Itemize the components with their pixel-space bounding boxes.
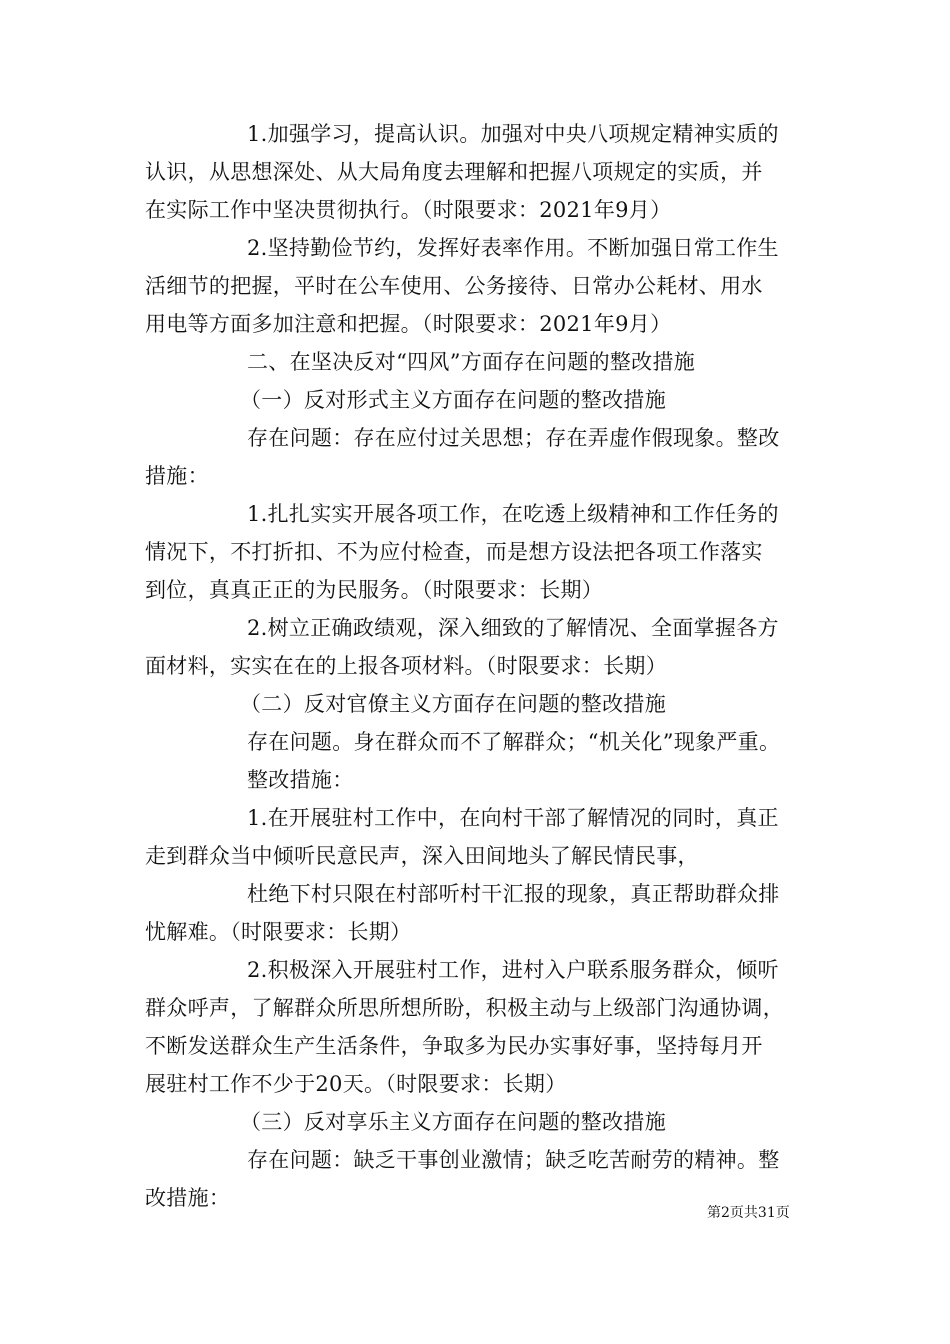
text-line: 走到群众当中倾听民意民声，深入田间地头了解民情民事， — [145, 844, 699, 868]
text-line: 存在问题。身在群众而不了解群众；“机关化”现象严重。 — [247, 730, 781, 754]
text-line: 存在问题：存在应付过关思想；存在弄虚作假现象。整改 — [247, 426, 780, 450]
text-line: 杜绝下村只限在村部听村干汇报的现象，真正帮助群众排 — [247, 882, 780, 906]
text-line: 1.加强学习，提高认识。加强对中央八项规定精神实质的 — [247, 122, 779, 146]
text-line: 整改措施： — [247, 768, 354, 792]
text-line: 2.积极深入开展驻村工作，进村入户联系服务群众，倾听 — [247, 958, 779, 982]
text-line: 活细节的把握，平时在公车使用、公务接待、日常办公耗材、用水 — [145, 274, 763, 298]
subsection-heading: （一）反对形式主义方面存在问题的整改措施 — [240, 388, 666, 412]
text-line: 1.在开展驻村工作中，在向村干部了解情况的同时，真正 — [247, 806, 779, 830]
text-line: 2.树立正确政绩观，深入细致的了解情况、全面掌握各方 — [247, 616, 779, 640]
subsection-heading: （二）反对官僚主义方面存在问题的整改措施 — [240, 692, 666, 716]
text-line: 2.坚持勤俭节约，发挥好表率作用。不断加强日常工作生 — [247, 236, 779, 260]
subsection-heading: （三）反对享乐主义方面存在问题的整改措施 — [240, 1110, 666, 1134]
text-line: 存在问题：缺乏干事创业激情；缺乏吃苦耐劳的精神。整 — [247, 1148, 780, 1172]
text-line: 不断发送群众生产生活条件，争取多为民办实事好事，坚持每月开 — [145, 1034, 763, 1058]
text-line: 措施： — [145, 464, 209, 488]
text-line: 用电等方面多加注意和把握。（时限要求：2021年9月） — [145, 312, 672, 336]
section-heading: 二、在坚决反对“四风”方面存在问题的整改措施 — [247, 350, 696, 374]
text-line: 改措施： — [145, 1186, 231, 1210]
text-line: 情况下，不打折扣、不为应付检查，而是想方设法把各项工作落实 — [145, 540, 763, 564]
text-line: 群众呼声，了解群众所思所想所盼，积极主动与上级部门沟通协调， — [145, 996, 784, 1020]
text-line: 忧解难。（时限要求：长期） — [145, 920, 412, 944]
text-line: 面材料，实实在在的上报各项材料。（时限要求：长期） — [145, 654, 667, 678]
page-number-footer: 第2页共31页 — [707, 1205, 790, 1221]
text-line: 在实际工作中坚决贯彻执行。（时限要求：2021年9月） — [145, 198, 672, 222]
text-line: 展驻村工作不少于20天。（时限要求：长期） — [145, 1072, 567, 1096]
text-line: 认识，从思想深处、从大局角度去理解和把握八项规定的实质，并 — [145, 160, 763, 184]
text-line: 1.扎扎实实开展各项工作，在吃透上级精神和工作任务的 — [247, 502, 779, 526]
text-line: 到位，真真正正的为民服务。（时限要求：长期） — [145, 578, 604, 602]
